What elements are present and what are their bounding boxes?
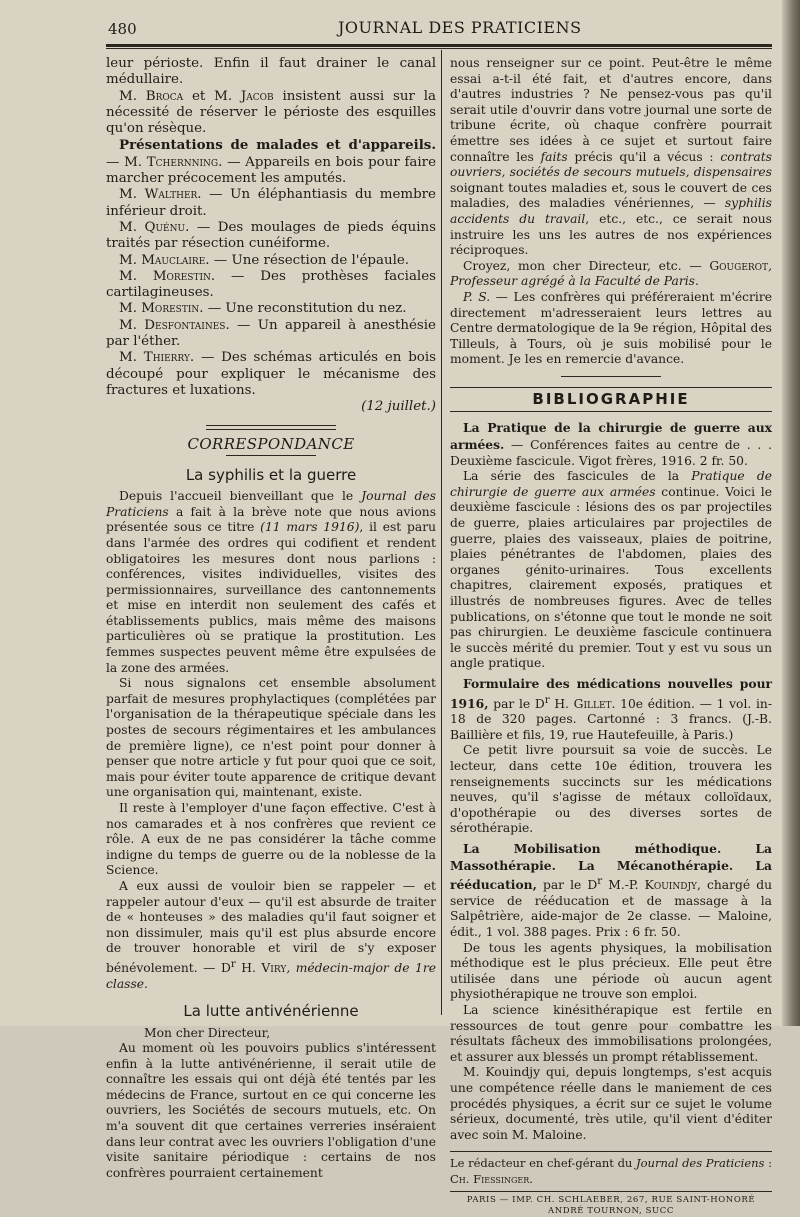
column-divider	[441, 50, 442, 1015]
right-column	[450, 56, 772, 1217]
paragraph: La série des fascicules de la Pratique de chirurgie de guerre aux armées continue. Voici le deuxième fascicule : lésions des os par projectiles de guerre, plaies articulaires par projectiles de guerre, plaies des vaisseaux, plaies de poitrine, plaies pénétrantes de l'abdomen, plaies des organes génito-urinaires. Tous excellents chapitres, clairement exposés, pratiques et illustrés de nombreuses figures. Avec de telles publications, on s'étonne que tout le monde ne soit pas chirurgien. Le deuxième fascicule continuera le succès mérité du premier. Tout y est vu sous un angle pratique.	[450, 469, 773, 671]
paragraph: A eux aussi de vouloir bien se rappeler — et rappeler autour d'eux — qu'il est absurde de traiter de « honteuses » des maladies qu'il faut soigner et non dissimuler, mais qu'il est plus absurde encore de trouver honorable et viril de s'y exposer bénévolement. — $D^r$ H. Viry, médecin-major de 1re classe.	[106, 878, 436, 991]
salutation: Mon cher Directeur,	[144, 1025, 271, 1040]
header-rule-thin	[106, 48, 772, 49]
footer-rule	[450, 1191, 772, 1192]
page-edge-shadow	[782, 0, 800, 1026]
paragraph: Si nous signalons cet ensemble absolument parfait de mesures prophylactiques (complétées par l'organisation de la thérapeutique spéciale dans les postes de secours régimentaires et les ambulances de première ligne), ce n'est point pour donner à penser que notre article y fut pour quoi que ce soit, mais pour éviter toute apparence de critique devant une organisation qui, maintenant, existe.	[106, 676, 436, 800]
bibliography-entry: La Pratique de la chirurgie de guerre aux armées. — Conférences faites au centre de . . . Deuxième fascicule. Vigot frères, 1916. 2 fr. 50.	[450, 420, 772, 468]
paragraph: nous renseigner sur ce point. Peut-être le même essai a-t-il été fait, et d'autres encore, dans d'autres industries ? Ne pensez-vous pas qu'il serait utile d'ouvrir dans votre journal une sorte de tribune écrite, où chaque confrère pourrait émettre ses idées à ce sujet et surtout faire connaître les faits précis qu'il a vécus : contrats ouvriers, sociétés de secours mutuels, dispensaires soignant toutes maladies et, sous le couvert de ces maladies, des maladies vénériennes, — syphilis accidents du travail, etc., etc., ce serait nous instruire les uns les autres de nos expériences réciproques.	[450, 56, 772, 258]
paragraph: M. Kouindjy qui, depuis longtemps, s'est acquis une compétence réelle dans le maniement de ces procédés physiques, a écrit sur ce sujet le volume sérieux, documenté, très utile, qu'il vient d'éditer avec soin M. Maloine.	[450, 1065, 772, 1142]
paragraph: M. Mauclaire. — Une résection de l'épaule.	[119, 252, 410, 268]
paragraph: M. Quénu. — Des moulages de pieds équins traités par résection cunéiforme.	[106, 219, 436, 252]
article-body	[106, 1026, 436, 1182]
paragraph: La science kinésithérapique est fertile en ressources de tout genre pour combattre les résultats fâcheux des immobilisations prolongées, et assurer aux blessés un prompt rétablissement.	[450, 1003, 772, 1064]
bibliography-rule	[450, 411, 772, 412]
bibliography-title: BIBLIOGRAPHIE	[532, 389, 690, 408]
paragraph: M. Morestin. — Des prothèses faciales cartilagineuses.	[106, 268, 437, 301]
bibliography-entry: La Mobilisation méthodique. La Massothérapie. La Mécanothérapie. La rééducation, par le $D^r$ M.-P. Kouindjy, chargé du service de rééducation et de massage à la Salpêtrière, aide-major de 2e classe. — Maloine, édit., 1 vol. 388 pages. Prix : 6 fr. 50.	[450, 841, 772, 940]
page-number: 480	[108, 20, 137, 38]
paragraph: Ce petit livre poursuit sa voie de succès. Le lecteur, dans cette 10e édition, trouvera les renseignements succincts sur les médications neuves, qu'il s'agisse de métaux colloïdaux, d'opothérapie ou des diverses sortes de sérothérapie.	[450, 743, 772, 836]
paragraph: M. Broca et M. Jacob insistent aussi sur la nécessité de réserver le périoste des esquilles qu'on résèque.	[106, 88, 436, 137]
paragraph: Présentations de malades et d'appareils. — M. Tchernning. — Appareils en bois pour faire marcher précocement les amputés.	[106, 137, 436, 187]
paragraph: De tous les agents physiques, la mobilisation méthodique est le plus précieux. Elle peut être utilisée dans une période où aucun agent physiothérapique ne trouve son emploi.	[450, 940, 772, 1002]
paragraph: Croyez, mon cher Directeur, etc. — Gougerot, Professeur agrégé à la Faculté de Paris.	[450, 258, 772, 289]
bibliography-entry: Formulaire des médications nouvelles pour 1916, par le $D^r$ H. Gillet. 10e édition. — 1 vol. in-18 de 320 pages. Cartonné : 3 francs. (J.-B. Baillière et fils, 19, rue Hautefeuille, à Paris.)	[450, 675, 772, 742]
header-rule	[106, 44, 772, 47]
bibliography-rule	[450, 387, 772, 388]
subheading: Présentations de malades et d'appareils.	[119, 137, 436, 154]
printer-line: PARIS — IMP. CH. SCHLAEBER, 267, RUE SAINT-HONORÉ	[466, 1194, 756, 1205]
printer-line: ANDRÉ TOURNON, SUCC	[548, 1205, 674, 1216]
paragraph: P. S. — Les confrères qui préféreraient m'écrire directement m'adresseraient leurs lettres au Centre dermatologique de la 9e région, Hôpital des Tilleuls, à Tours, où je suis mobilisé pour le moment. Je les en remercie d'avance.	[450, 289, 773, 367]
page-header	[108, 18, 768, 40]
paragraph: M. Morestin. — Une reconstitution du nez.	[119, 301, 407, 317]
section-title: CORRESPONDANCE	[187, 434, 355, 453]
footer-rule	[450, 1151, 772, 1152]
article-body	[106, 489, 436, 992]
paragraph: Au moment où les pouvoirs publics s'intéressent enfin à la lutte antivénérienne, il serait utile de connaître les essais qui ont déjà été tentés par les médecins de France, surtout en ce qui concerne les ouvriers, les Sociétés de secours mutuels, etc. On m'a souvent dit que certaines verreries inséraient dans leur contrat avec les ouvriers l'obligation d'une visite sanitaire périodique : certains de nos confrères pourraient certainement	[106, 1041, 436, 1180]
paragraph: M. Desfontaines. — Un appareil à anesthésie par l'éther.	[106, 317, 436, 350]
left-column	[106, 56, 436, 1181]
paragraph: Depuis l'accueil bienveillant que le Journal des Praticiens a fait à la brève note que nous avions présentée sous ce titre (11 mars 1916), il est paru dans l'armée des ordres qui codifient et rendent obligatoires les mesures dont nous parlions : conférences, visites individuelles, visites des permissionnaires, surveillance des cantonnements et mise en interdit non seulement des cafés et établissements publics, mais même des maisons particulières où se pratique la prostitution. Les femmes suspectes peuvent même être expulsées de la zone des armées.	[106, 489, 436, 675]
article-title: La lutte antivénérienne	[183, 1002, 359, 1021]
section-rule-short	[226, 455, 316, 456]
paragraph: Il reste à l'employer d'une façon effective. C'est à nos camarades et à nos confrères que revient ce rôle. A eux de ne pas considérer la tâche comme indigne du temps de guerre ou de la noblesse de la Science.	[106, 801, 436, 878]
journal-title: JOURNAL DES PRATICIENS	[338, 18, 582, 37]
section-rule	[206, 429, 336, 430]
article-title: La syphilis et la guerre	[185, 465, 357, 484]
paragraph: leur périoste. Enfin il faut drainer le canal médullaire.	[106, 56, 436, 88]
paragraph: M. Walther. — Un éléphantiasis du membre inférieur droit.	[106, 187, 436, 219]
editor-line: Le rédacteur en chef-gérant du Journal des Praticiens : Ch. Fiessinger.	[450, 1156, 772, 1186]
paragraph: M. Thierry. — Des schémas articulés en bois découpé pour expliquer le mécanisme des fractures et luxations.	[106, 350, 436, 398]
section-rule	[206, 425, 336, 426]
section-rule	[561, 376, 661, 377]
date-line: (12 juillet.)	[361, 399, 436, 415]
